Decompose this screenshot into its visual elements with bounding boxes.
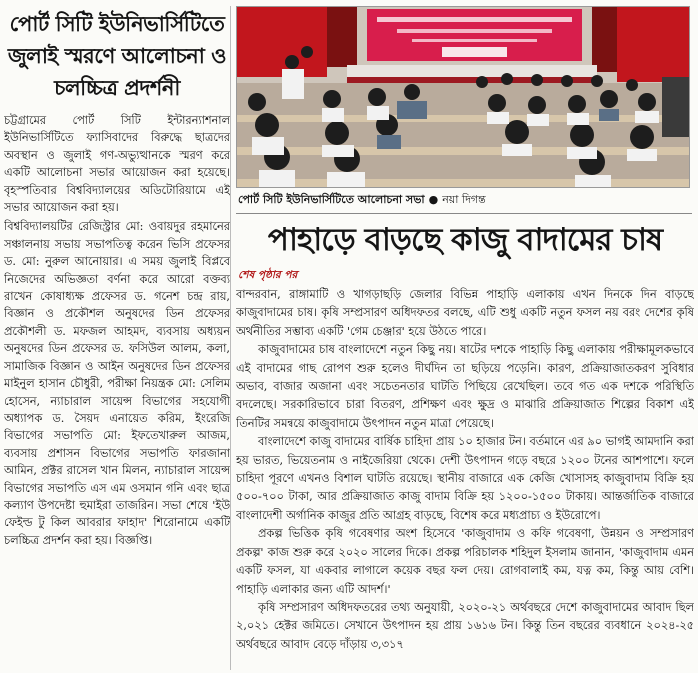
main-article-paragraph: কাজুবাদামের চাষ বাংলাদেশে নতুন কিছু নয়। ষাটের দশকে পাহাড়ি কিছু এলাকায় পরীক্ষামূলকভাবে এই বাদামের গাছ রোপণ শুরু হলেও দীর্ঘদিন তা ছড়িয়ে পড়েনি। কারণ, প্রক্রিয়াজাতকরণ সুবিধার অভাব, বাজার অজানা এবং সচেতনতার ঘাটতি পিছিয়ে রেখেছিল। তবে গত এক দশকে পরিস্থিতি বদলেছে। সরকারিভাবে চারা বিতরণ, প্রশিক্ষণ এবং ক্ষুদ্র ও মাঝারি প্রক্রিয়াজাত শিল্পের বিকাশ এই তিনটির সমন্বয়ে কাজুবাদামে উৎপাদন নতুন মাত্রা পেয়েছে। [236,343,694,430]
section-divider [236,213,692,214]
right-column [236,6,694,673]
auditorium-photo-illustration [237,7,689,187]
main-article-paragraph: প্রকল্প ভিত্তিক কৃষি গবেষণার অংশ হিসেবে 'কাজুবাদাম ও কফি গবেষণা, উন্নয়ন ও সম্প্রসারণ প্রকল্প' কাজ শুরু করে ২০২০ সালের দিকে। প্রকল্প পরিচালক শহিদুল ইসলাম জানান, 'কাজুবাদাম এমন একটি ফসল, যা একবার লাগালে কয়েক বছর ফল দেয়। রোগবালাই কম, যত্ন কম, কিন্তু আয় বেশি। পাহাড়ি এলাকার জন্য এটি আদর্শ।' [236,527,694,596]
continued-from-label: শেষ পৃষ্ঠার পর [238,269,298,281]
caption-separator-icon: ● [428,193,439,206]
left-article [4,6,231,670]
main-article-body [236,286,694,654]
left-article-body [4,112,230,549]
main-article-paragraph: বাংলাদেশে কাজু বাদামের বার্ষিক চাহিদা প্রায় ১০ হাজার টন। বর্তমানে এর ৯০ ভাগই আমদানি করা হয় ভারত, ভিয়েতনাম ও নাইজেরিয়া থেকে। দেশী উৎপাদন গড়ে বছরে ১২০০ টনের আশপাশে। ফলে চাহিদা পূরণে এখনও বিশাল ঘাটতি রয়েছে। স্থানীয় বাজারে এক কেজি খোসাসহ কাজুবাদাম বিক্রি হয় ৫০০-৭০০ টাকা, আর প্রক্রিয়াজাত কাজু বাদাম বিক্রি হয় ১২০০-১৫০০ টাকায়। আন্তর্জাতিক বাজারে বাংলাদেশী অর্গানিক কাজুর প্রতি আগ্রহ বাড়ছে, বিশেষ করে মধ্যপ্রাচ্য ও ইউরোপে। [236,435,694,522]
event-photo [236,6,690,188]
photo-caption-text: পোর্ট সিটি ইউনিভার্সিটিতে আলোচনা সভা [238,193,425,206]
photo-credit: নয়া দিগন্ত [442,193,486,206]
photo-caption [238,191,694,209]
main-article-headline: পাহাড়ে বাড়ছে কাজু বাদামের চাষ [267,222,663,258]
main-article-paragraph: বান্দরবান, রাঙ্গামাটি ও খাগড়াছড়ি জেলার বিভিন্ন পাহাড়ি এলাকায় এখন দিনকে দিন বাড়ছে কাজুবাদামের চাষ। কৃষি সম্প্রসারণ অধিদফতর বলছে, এটি শুধু একটি নতুন ফসল নয় বরং দেশের কৃষি অর্থনীতির সম্ভাব্য একটি 'গেম চেঞ্জার' হয়ে উঠতে পারে। [236,288,694,338]
left-article-paragraph: বিশ্ববিদ্যালয়টির রেজিস্ট্রার মো: ওবায়দুর রহমানের সঞ্চালনায় সভায় সভাপতিত্ব করেন ভিসি প্রফেসর ড. মো: নুরুল আনোয়ার। এ সময় জুলাই বিপ্লবে নিজেদের অভিজ্ঞতা বর্ণনা করে আরো বক্তব্য রাখেন কোষাধ্যক্ষ প্রফেসর ড. গনেশ চন্দ্র রায়, বিজ্ঞান ও প্রকৌশল অনুষদের ডিন প্রফেসর প্রকৌশলী ড. মফজল আহমদ, ব্যবসায় অধ্যয়ন অনুষদের ডিন প্রফেসর ড. ফসিউল আলম, কলা, সামাজিক বিজ্ঞান ও আইন অনুষদের ডিন প্রফেসর মাইনুল হাসান চৌধুরী, পরীক্ষা নিয়ন্ত্রক মো: সেলিম হোসেন, ন্যাচারাল সায়েন্স বিভাগের সহযোগী অধ্যাপক ড. সৈয়দ এনায়েত করিম, ইংরেজি বিভাগের সভাপতি মো: ইফতেখারুল আজম, ব্যবসায় প্রশাসন বিভাগের সভাপতি ফারজানা আমিন, প্রক্টর রাসেল খান মিলন, ন্যাচারাল সায়েন্স বিভাগের সভাপতি এস এম ওসমান গনি এবং ছাত্র কল্যাণ উপদেষ্টা হুমাইরা তাজরিন। সভা শেষে 'ইউ ফেইল্ড টু কিল আবরার ফাহাদ' শিরোনামে একটি চলচ্চিত্র প্রদর্শন করা হয়। বিজ্ঞপ্তি। [4,220,230,547]
left-article-paragraph: চট্টগ্রামের পোর্ট সিটি ইন্টারন্যাশনাল ইউনিভার্সিটিতে ফ্যাসিবাদের বিরুদ্ধে ছাত্রদের অবস্থান ও জুলাই গণ-অভ্যুত্থানকে স্মরণ করে একটি আলোচনা সভার আয়োজন করা হয়েছে। বৃহস্পতিবার বিশ্ববিদ্যালয়ের অডিটোরিয়ামে এই সভার আয়োজন করা হয়। [4,114,230,215]
left-article-headline: পোর্ট সিটি ইউনিভার্সিটিতে জুলাই স্মরণে আলোচনা ও চলচ্চিত্র প্রদর্শনী [7,12,227,100]
main-article-paragraph: কৃষি সম্প্রসারণ অধিদফতরের তথ্য অনুযায়ী, ২০২০-২১ অর্থবছরে দেশে কাজুবাদামের আবাদ ছিল ২,০২১ হেক্টর জমিতে। সেখানে উৎপাদন হয় প্রায় ১৬১৬ টন। কিন্তু তিন বছরের ব্যবধানে ২০২৪-২৫ অর্থবছরে আবাদ বেড়ে দাঁড়ায় ৩,৩১৭ [236,600,694,651]
